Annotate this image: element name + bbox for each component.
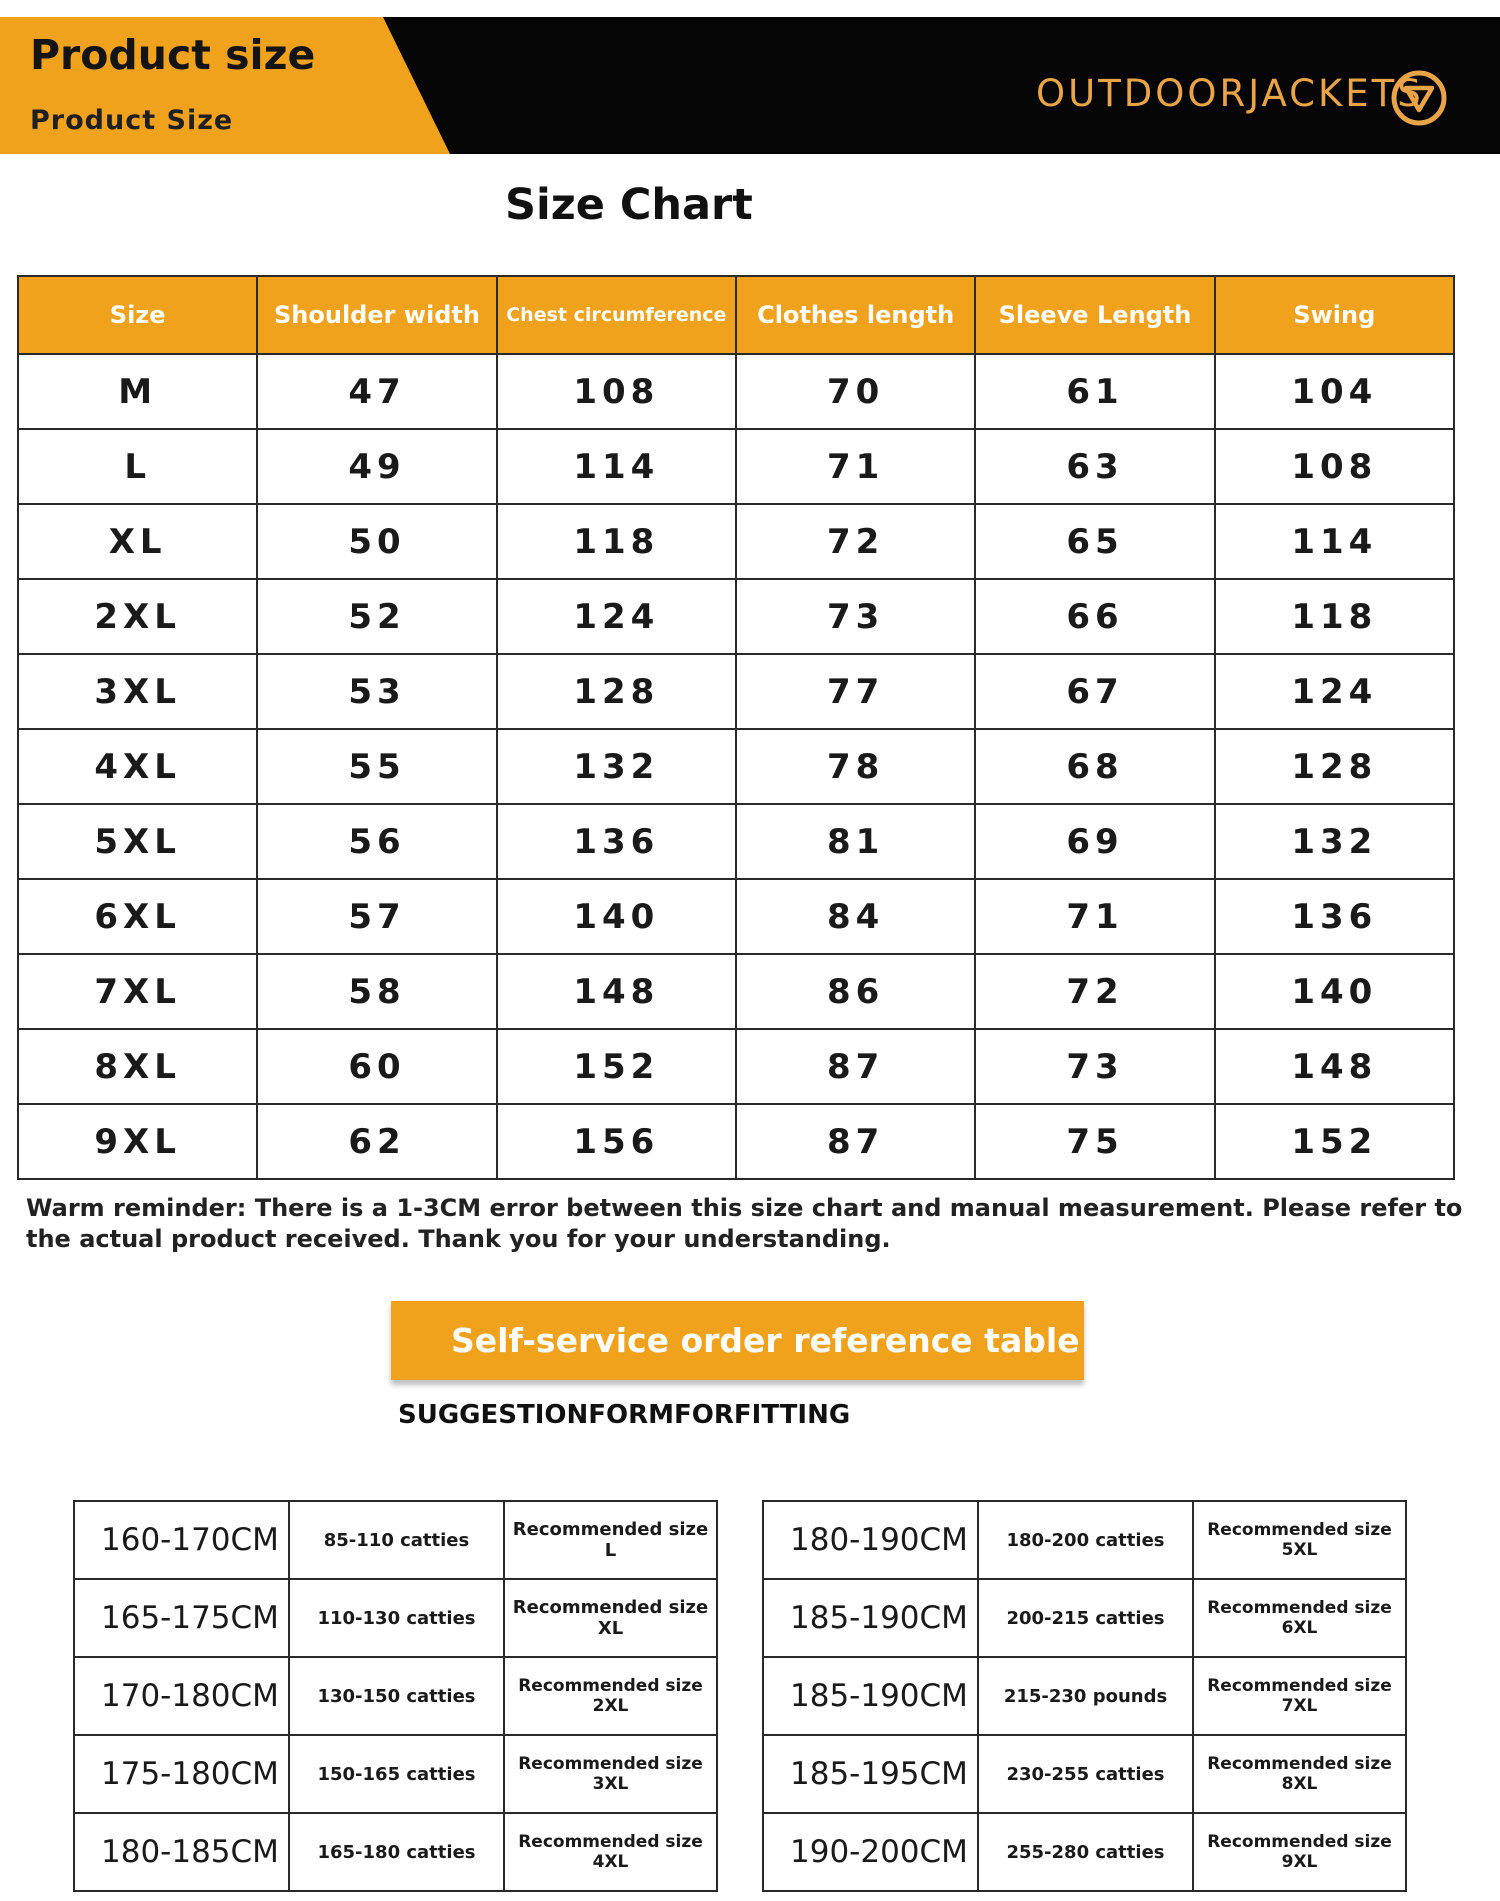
height-range: 170-180CM bbox=[74, 1657, 289, 1735]
table-row bbox=[18, 954, 1454, 1029]
table-row bbox=[18, 1029, 1454, 1104]
column-header-shoulder-width: Shoulder width bbox=[257, 276, 496, 354]
table-row bbox=[18, 579, 1454, 654]
height-range: 180-185CM bbox=[74, 1813, 289, 1891]
table-cell: 69 bbox=[975, 804, 1214, 879]
table-cell: 136 bbox=[1215, 879, 1454, 954]
table-cell: 3XL bbox=[18, 654, 257, 729]
table-cell: 118 bbox=[497, 504, 736, 579]
table-row bbox=[18, 354, 1454, 429]
table-row bbox=[18, 654, 1454, 729]
table-cell: 66 bbox=[975, 579, 1214, 654]
warm-reminder-text: Warm reminder: There is a 1-3CM error between this size chart and manual measurement. Please refer to the actual product received. Thank you for your understanding. bbox=[26, 1194, 1463, 1253]
weight-range: 200-215 catties bbox=[978, 1579, 1193, 1657]
table-row bbox=[18, 1104, 1454, 1179]
table-cell: 71 bbox=[975, 879, 1214, 954]
brand-logo-text: OUTDOORJACKETS bbox=[1036, 72, 1424, 115]
column-header-chest-circumference: Chest circumference bbox=[497, 276, 736, 354]
table-cell: 73 bbox=[736, 579, 975, 654]
table-cell: 62 bbox=[257, 1104, 496, 1179]
table-cell: 53 bbox=[257, 654, 496, 729]
recommended-size: Recommended size 3XL bbox=[504, 1735, 717, 1813]
height-range: 185-190CM bbox=[763, 1657, 978, 1735]
recommended-size: Recommended size 8XL bbox=[1193, 1735, 1406, 1813]
list-item bbox=[74, 1579, 717, 1657]
column-header-sleeve-length: Sleeve Length bbox=[975, 276, 1214, 354]
table-cell: 57 bbox=[257, 879, 496, 954]
table-cell: 73 bbox=[975, 1029, 1214, 1104]
table-cell: 114 bbox=[497, 429, 736, 504]
triangle-circle-icon bbox=[1390, 69, 1448, 127]
order-reference-table-right bbox=[762, 1500, 1407, 1892]
list-item bbox=[763, 1735, 1406, 1813]
table-cell: 63 bbox=[975, 429, 1214, 504]
recommended-size: Recommended size XL bbox=[504, 1579, 717, 1657]
table-cell: 78 bbox=[736, 729, 975, 804]
list-item bbox=[763, 1501, 1406, 1579]
recommended-size: Recommended size 9XL bbox=[1193, 1813, 1406, 1891]
height-range: 190-200CM bbox=[763, 1813, 978, 1891]
table-cell: 50 bbox=[257, 504, 496, 579]
size-chart-header-row bbox=[18, 276, 1454, 354]
height-range: 165-175CM bbox=[74, 1579, 289, 1657]
table-cell: 104 bbox=[1215, 354, 1454, 429]
height-range: 160-170CM bbox=[74, 1501, 289, 1579]
weight-range: 215-230 pounds bbox=[978, 1657, 1193, 1735]
recommended-size: Recommended size 6XL bbox=[1193, 1579, 1406, 1657]
page-subtitle: Product Size bbox=[30, 105, 234, 136]
weight-range: 180-200 catties bbox=[978, 1501, 1193, 1579]
table-cell: 58 bbox=[257, 954, 496, 1029]
table-cell: 5XL bbox=[18, 804, 257, 879]
table-cell: L bbox=[18, 429, 257, 504]
table-cell: 6XL bbox=[18, 879, 257, 954]
weight-range: 85-110 catties bbox=[289, 1501, 504, 1579]
table-cell: 86 bbox=[736, 954, 975, 1029]
suggestion-subtitle: SUGGESTIONFORMFORFITTING bbox=[398, 1400, 851, 1430]
table-cell: 148 bbox=[1215, 1029, 1454, 1104]
table-cell: 56 bbox=[257, 804, 496, 879]
table-cell: 124 bbox=[497, 579, 736, 654]
table-cell: 124 bbox=[1215, 654, 1454, 729]
table-row bbox=[18, 729, 1454, 804]
list-item bbox=[74, 1735, 717, 1813]
weight-range: 110-130 catties bbox=[289, 1579, 504, 1657]
table-cell: 87 bbox=[736, 1029, 975, 1104]
recommended-size: Recommended size 2XL bbox=[504, 1657, 717, 1735]
table-row bbox=[18, 429, 1454, 504]
weight-range: 255-280 catties bbox=[978, 1813, 1193, 1891]
table-cell: 81 bbox=[736, 804, 975, 879]
list-item bbox=[763, 1657, 1406, 1735]
table-cell: XL bbox=[18, 504, 257, 579]
page-title: Product size bbox=[30, 31, 316, 79]
order-reference-table-left bbox=[73, 1500, 718, 1892]
table-cell: 61 bbox=[975, 354, 1214, 429]
table-cell: 55 bbox=[257, 729, 496, 804]
height-range: 185-190CM bbox=[763, 1579, 978, 1657]
size-chart-table bbox=[17, 275, 1455, 1180]
table-row bbox=[18, 804, 1454, 879]
table-cell: 132 bbox=[1215, 804, 1454, 879]
list-item bbox=[74, 1501, 717, 1579]
table-cell: 152 bbox=[1215, 1104, 1454, 1179]
table-cell: 108 bbox=[1215, 429, 1454, 504]
order-reference-banner: Self-service order reference table bbox=[391, 1301, 1084, 1380]
column-header-clothes-length: Clothes length bbox=[736, 276, 975, 354]
table-cell: M bbox=[18, 354, 257, 429]
header-banner bbox=[0, 17, 1500, 154]
recommended-size: Recommended size 7XL bbox=[1193, 1657, 1406, 1735]
table-cell: 128 bbox=[1215, 729, 1454, 804]
list-item bbox=[763, 1813, 1406, 1891]
table-cell: 128 bbox=[497, 654, 736, 729]
table-cell: 71 bbox=[736, 429, 975, 504]
table-cell: 148 bbox=[497, 954, 736, 1029]
weight-range: 150-165 catties bbox=[289, 1735, 504, 1813]
table-cell: 68 bbox=[975, 729, 1214, 804]
table-cell: 72 bbox=[975, 954, 1214, 1029]
height-range: 180-190CM bbox=[763, 1501, 978, 1579]
table-cell: 152 bbox=[497, 1029, 736, 1104]
table-cell: 84 bbox=[736, 879, 975, 954]
table-cell: 136 bbox=[497, 804, 736, 879]
table-cell: 140 bbox=[497, 879, 736, 954]
table-cell: 118 bbox=[1215, 579, 1454, 654]
table-cell: 9XL bbox=[18, 1104, 257, 1179]
table-cell: 87 bbox=[736, 1104, 975, 1179]
list-item bbox=[763, 1579, 1406, 1657]
list-item bbox=[74, 1657, 717, 1735]
table-cell: 8XL bbox=[18, 1029, 257, 1104]
table-cell: 49 bbox=[257, 429, 496, 504]
table-cell: 7XL bbox=[18, 954, 257, 1029]
weight-range: 230-255 catties bbox=[978, 1735, 1193, 1813]
weight-range: 130-150 catties bbox=[289, 1657, 504, 1735]
table-cell: 77 bbox=[736, 654, 975, 729]
table-cell: 65 bbox=[975, 504, 1214, 579]
table-row bbox=[18, 879, 1454, 954]
table-cell: 52 bbox=[257, 579, 496, 654]
height-range: 185-195CM bbox=[763, 1735, 978, 1813]
weight-range: 165-180 catties bbox=[289, 1813, 504, 1891]
height-range: 175-180CM bbox=[74, 1735, 289, 1813]
size-chart-title: Size Chart bbox=[505, 180, 753, 230]
recommended-size: Recommended size 5XL bbox=[1193, 1501, 1406, 1579]
table-cell: 132 bbox=[497, 729, 736, 804]
recommended-size: Recommended size L bbox=[504, 1501, 717, 1579]
table-cell: 140 bbox=[1215, 954, 1454, 1029]
table-cell: 70 bbox=[736, 354, 975, 429]
list-item bbox=[74, 1813, 717, 1891]
column-header-size: Size bbox=[18, 276, 257, 354]
table-cell: 75 bbox=[975, 1104, 1214, 1179]
column-header-swing: Swing bbox=[1215, 276, 1454, 354]
table-cell: 2XL bbox=[18, 579, 257, 654]
table-cell: 72 bbox=[736, 504, 975, 579]
table-cell: 67 bbox=[975, 654, 1214, 729]
table-cell: 156 bbox=[497, 1104, 736, 1179]
table-cell: 47 bbox=[257, 354, 496, 429]
table-cell: 108 bbox=[497, 354, 736, 429]
table-cell: 4XL bbox=[18, 729, 257, 804]
recommended-size: Recommended size 4XL bbox=[504, 1813, 717, 1891]
table-cell: 114 bbox=[1215, 504, 1454, 579]
table-cell: 60 bbox=[257, 1029, 496, 1104]
table-row bbox=[18, 504, 1454, 579]
